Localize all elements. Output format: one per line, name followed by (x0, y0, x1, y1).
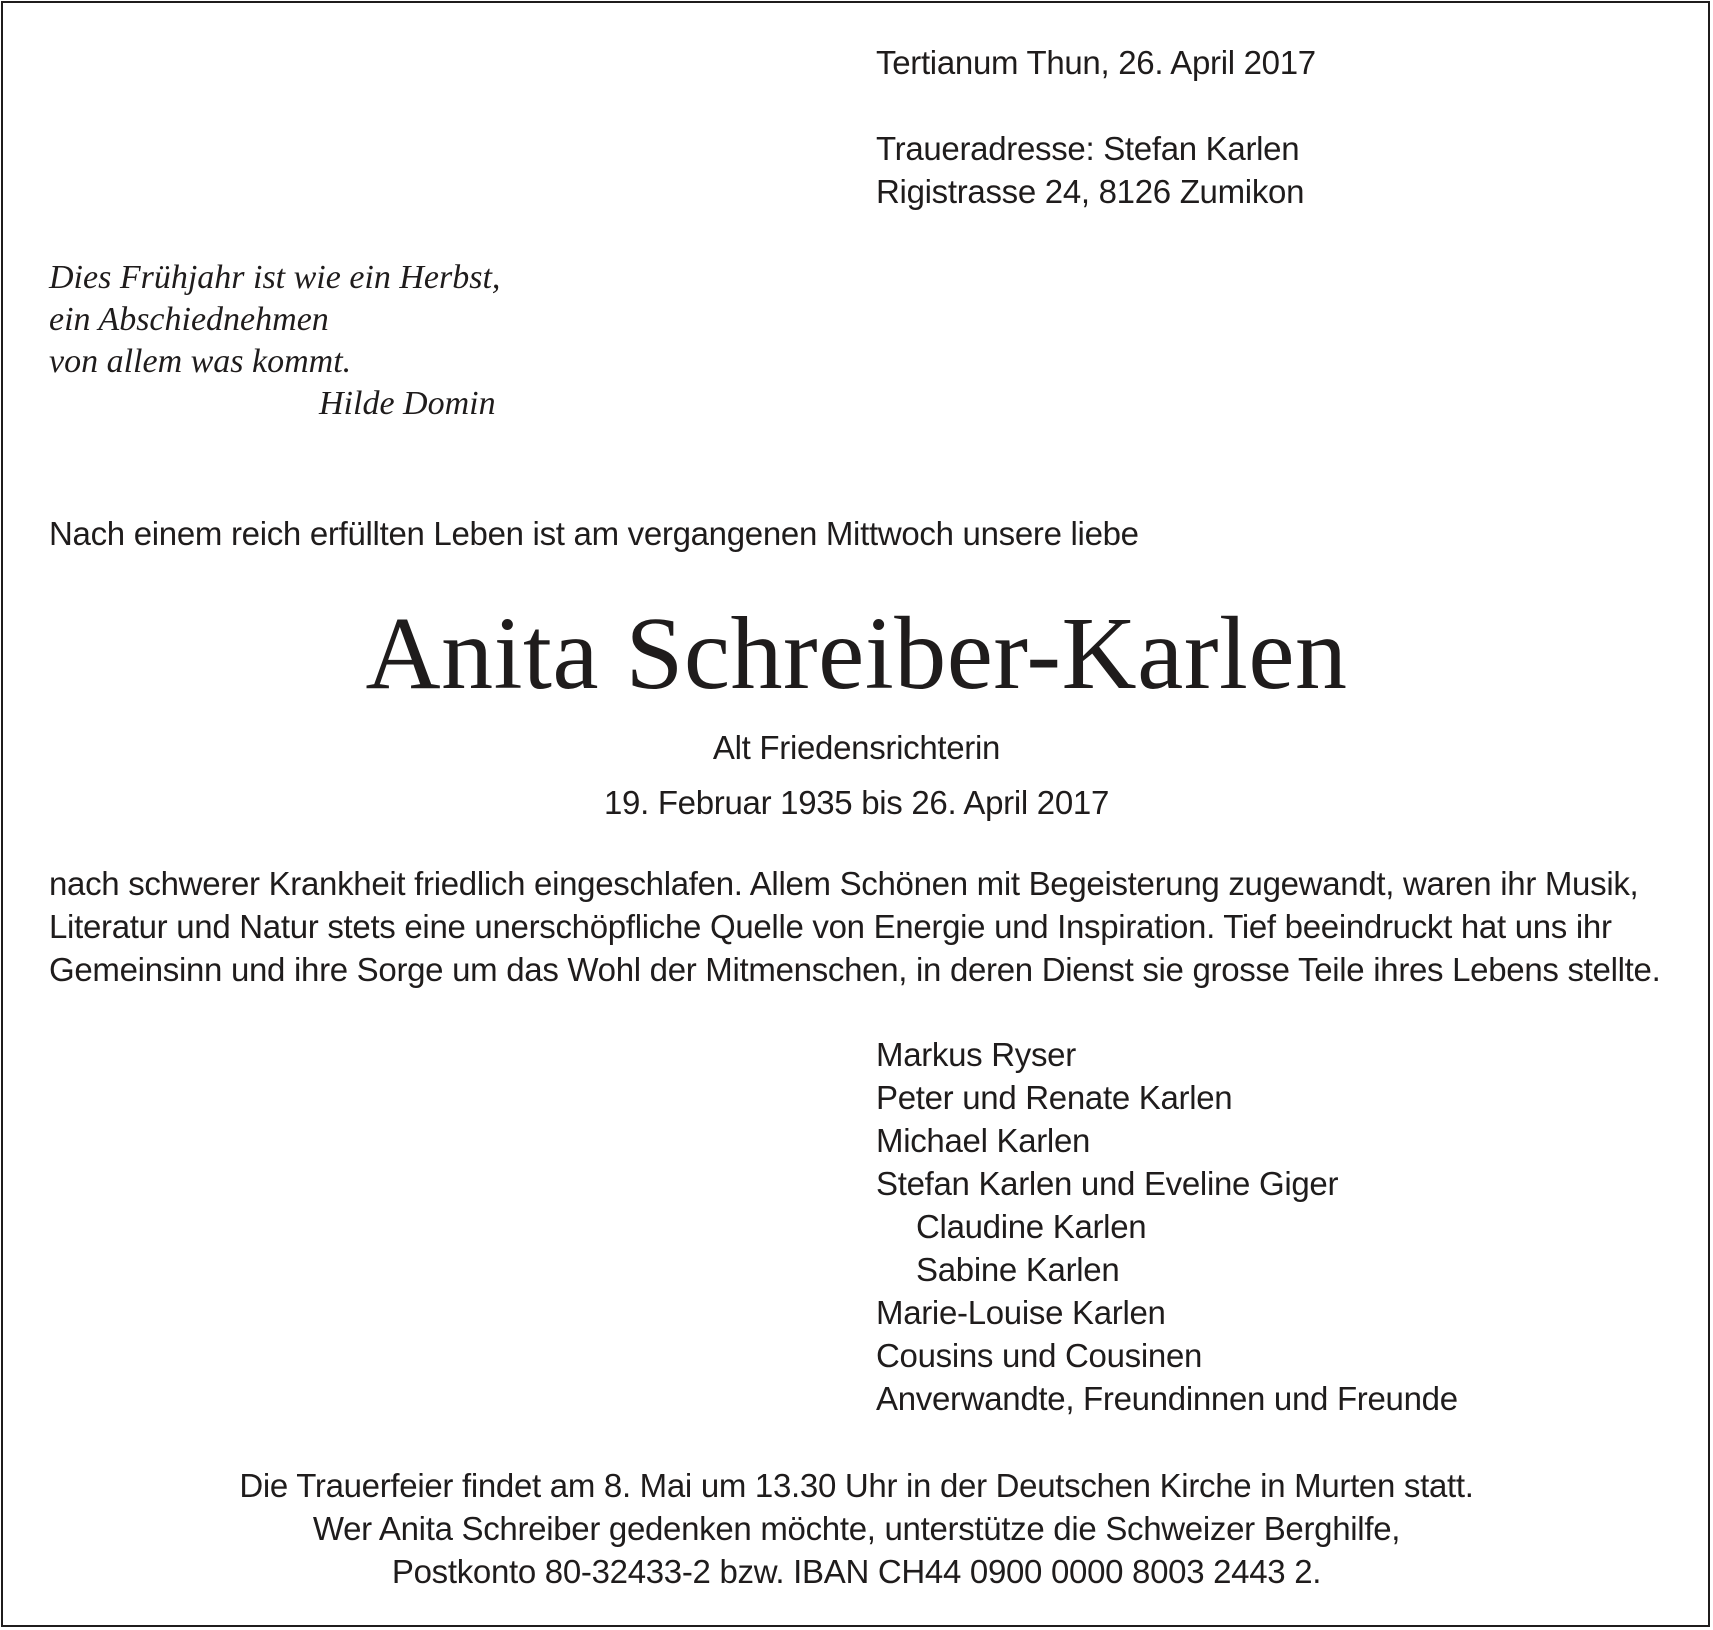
place-date: Tertianum Thun, 26. April 2017 (876, 44, 1316, 81)
poem-line: von allem was kommt. (49, 343, 352, 380)
funeral-info-line: Die Trauerfeier findet am 8. Mai um 13.30 Uhr in der Deutschen Kirche in Murten statt. (239, 1467, 1474, 1504)
funeral-info-line: Wer Anita Schreiber gedenken möchte, unterstütze die Schweizer Berghilfe, (312, 1510, 1401, 1547)
tribute-paragraph (49, 862, 1669, 991)
mourner-name: Claudine Karlen (916, 1208, 1147, 1245)
paragraph-line: nach schwerer Krankheit friedlich eingeschlafen. Allem Schönen mit Begeisterung zugewandt, waren ihr Musik, (49, 865, 1639, 902)
deceased-name: Anita Schreiber-Karlen (365, 596, 1348, 711)
mourner-name: Marie-Louise Karlen (876, 1294, 1166, 1331)
paragraph-line: Gemeinsinn und ihre Sorge um das Wohl der Mitmenschen, in deren Dienst sie grosse Teile ihres Lebens stellte. (49, 951, 1661, 988)
mourner-name: Stefan Karlen und Eveline Giger (876, 1165, 1339, 1202)
paragraph-line: Literatur und Natur stets eine unerschöpfliche Quelle von Energie und Inspiration. Tief beeindruckt hat uns ihr (49, 908, 1612, 945)
poem-author: Hilde Domin (319, 385, 496, 422)
mourner-name: Michael Karlen (876, 1122, 1091, 1159)
funeral-info (0, 1464, 1713, 1593)
poem-quote (49, 257, 500, 425)
mourner-name: Cousins und Cousinen (876, 1337, 1203, 1374)
mourning-address (876, 127, 1304, 213)
address-line-1: Traueradresse: Stefan Karlen (876, 130, 1300, 167)
address-line-2: Rigistrasse 24, 8126 Zumikon (876, 173, 1305, 210)
mourners-list (876, 1033, 1458, 1420)
funeral-info-line: Postkonto 80-32433-2 bzw. IBAN CH44 0900 0000 8003 2443 2. (391, 1553, 1322, 1590)
mourner-name: Anverwandte, Freundinnen und Freunde (876, 1380, 1458, 1417)
poem-line: Dies Frühjahr ist wie ein Herbst, (49, 259, 501, 296)
deceased-title: Alt Friedensrichterin (712, 729, 1001, 766)
mourner-name: Markus Ryser (876, 1036, 1076, 1073)
mourner-name: Peter und Renate Karlen (876, 1079, 1233, 1116)
life-dates: 19. Februar 1935 bis 26. April 2017 (603, 784, 1109, 821)
mourner-name: Sabine Karlen (916, 1251, 1120, 1288)
intro-text: Nach einem reich erfüllten Leben ist am vergangenen Mittwoch unsere liebe (49, 515, 1139, 552)
poem-line: ein Abschiednehmen (49, 301, 329, 338)
